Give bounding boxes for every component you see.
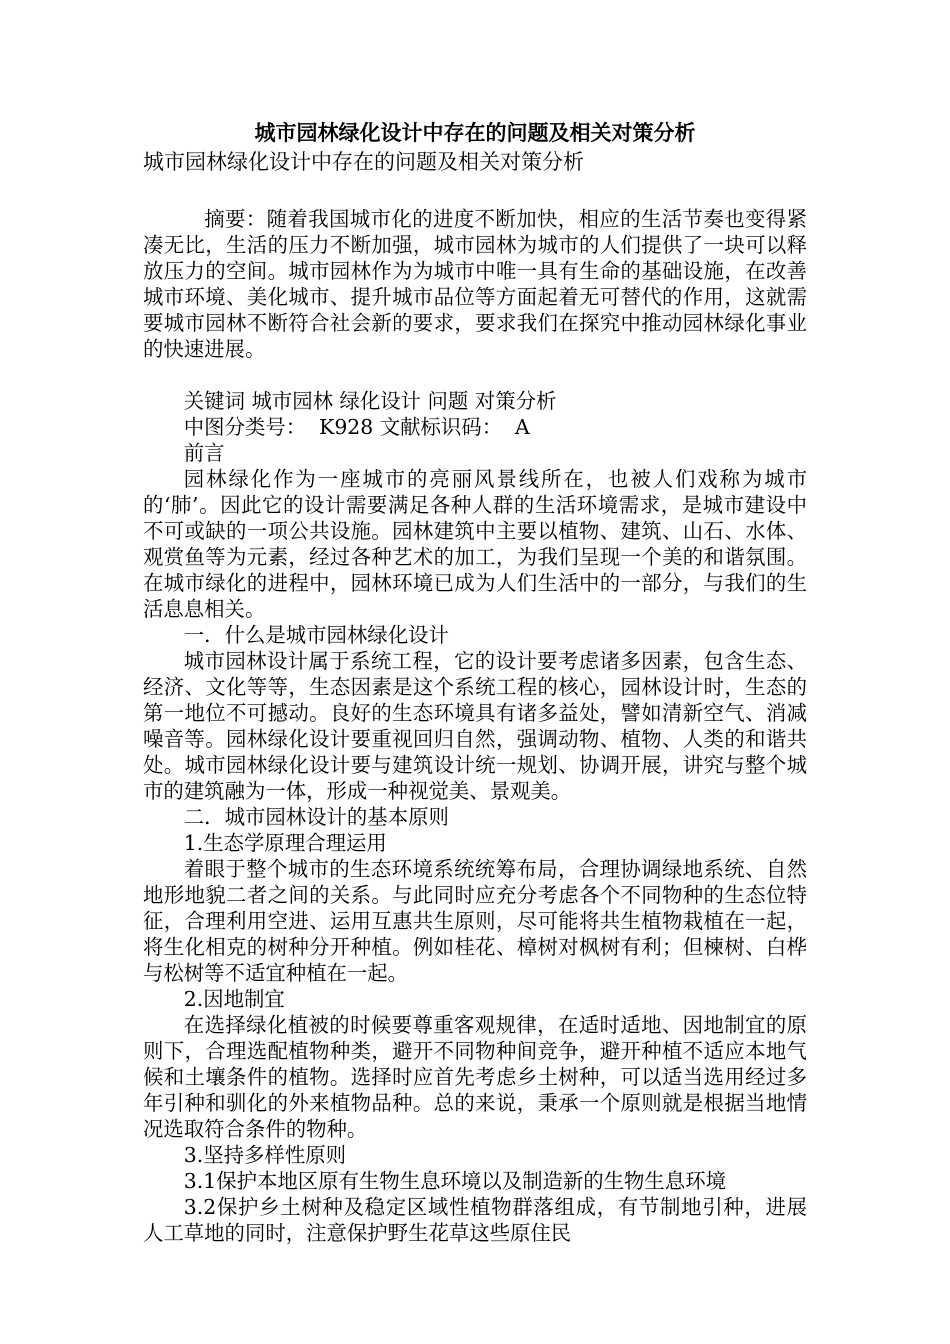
keywords-line: 关键词 城市园林 绿化设计 问题 对策分析: [183, 389, 557, 413]
subsection3-heading: 3.坚持多样性原则: [183, 1143, 346, 1167]
section1-paragraph: 城市园林设计属于系统工程，它的设计要考虑诸多因素，包含生态、经济、文化等等，生态因素是这个系统工程的核心，园林设计时，生态的第一地位不可撼动。良好的生态环境具有诸多益处，譬如清新空气、消减噪音等。园林绿化设计要重视回归自然，强调动物、植物、人类的和谐共处。城市园林绿化设计要与建筑设计统一规划、协调开展，讲究与整个城市的建筑融为一体，形成一种视觉美、景观美。: [143, 649, 807, 803]
document-page: [143, 118, 807, 1246]
subsection2-heading: 2.因地制宜: [183, 987, 285, 1011]
classification-line: 中图分类号： K928 文献标识码： A: [183, 415, 530, 439]
document-title: 城市园林绿化设计中存在的问题及相关对策分析: [254, 120, 696, 145]
preface-paragraph: 园林绿化作为一座城市的亮丽风景线所在，也被人们戏称为城市的‘肺’。因此它的设计需要满足各种人群的生活环境需求，是城市建设中不可或缺的一项公共设施。园林建筑中主要以植物、建筑、山石、水体、观赏鱼等为元素，经过各种艺术的加工，为我们呈现一个美的和谐氛围。在城市绿化的进程中，园林环境已成为人们生活中的一部分，与我们的生活息息相关。: [143, 467, 807, 621]
subsection3-1-paragraph: 3.1保护本地区原有生物生息环境以及制造新的生物生息环境: [183, 1169, 726, 1193]
document-subtitle: 城市园林绿化设计中存在的问题及相关对策分析: [143, 150, 584, 174]
preface-heading: 前言: [183, 441, 225, 465]
abstract-paragraph: 摘要：随着我国城市化的进度不断加快，相应的生活节奏也变得紧凑无比，生活的压力不断加强，城市园林为城市的人们提供了一块可以释放压力的空间。城市园林作为为城市中唯一具有生命的基础设施，在改善城市环境、美化城市、提升城市品位等方面起着无可替代的作用，这就需要城市园林不断符合社会新的要求，要求我们在探究中推动园林绿化事业的快速进展。: [143, 207, 807, 361]
subsection3-2-paragraph: 3.2保护乡土树种及稳定区域性植物群落组成，有节制地引种，进展人工草地的同时，注意保护野生花草这些原住民: [143, 1195, 807, 1245]
section1-heading: 一．什么是城市园林绿化设计: [183, 623, 449, 647]
subsection2-paragraph: 在选择绿化植被的时候要尊重客观规律，在适时适地、因地制宜的原则下，合理选配植物种类，避开不同物种间竞争，避开种植不适应本地气候和土壤条件的植物。选择时应首先考虑乡土树种，可以适当选用经过多年引种和驯化的外来植物品种。总的来说，秉承一个原则就是根据当地情况选取符合条件的物种。: [143, 1013, 807, 1141]
subsection1-paragraph: 着眼于整个城市的生态环境系统统筹布局，合理协调绿地系统、自然地形地貌二者之间的关系。与此同时应充分考虑各个不同物种的生态位特征，合理利用空进、运用互惠共生原则，尽可能将共生植物栽植在一起，将生化相克的树种分开种植。例如桂花、樟树对枫树有利；但楝树、白桦与松树等不适宜种植在一起。: [143, 857, 807, 985]
section2-heading: 二．城市园林设计的基本原则: [183, 805, 449, 829]
subsection1-heading: 1.生态学原理合理运用: [183, 831, 387, 855]
